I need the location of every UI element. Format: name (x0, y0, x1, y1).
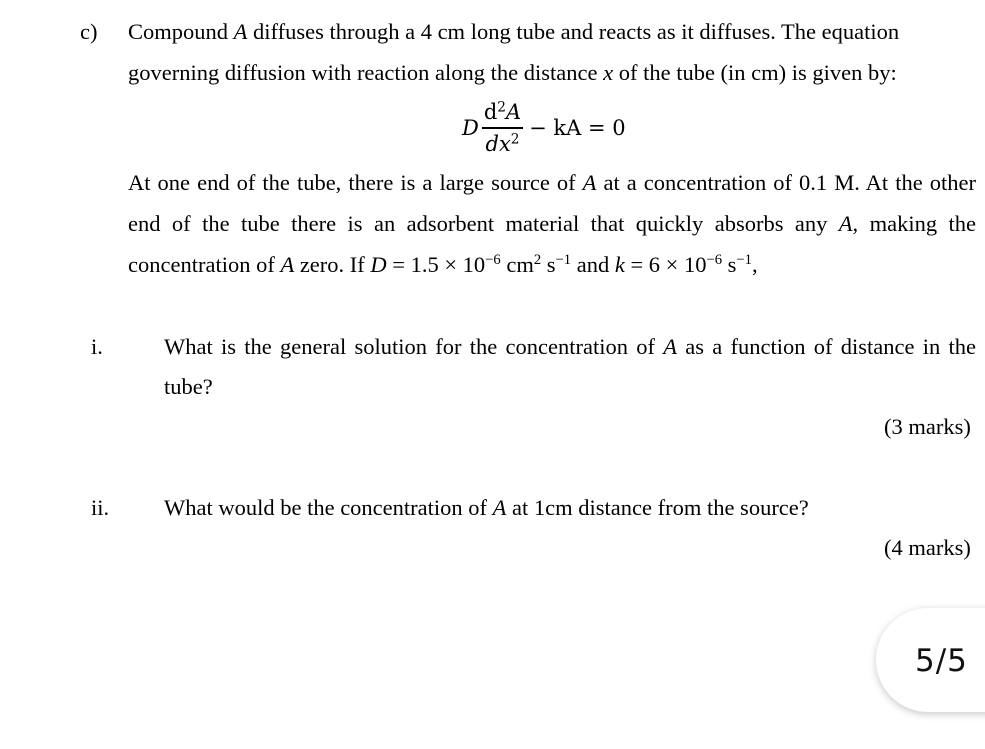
paragraph-line-3: At one end of the tube, there is a large source of A at a concentration of 0.1 M. At the other (128, 170, 976, 195)
page-indicator: 5/5 (915, 643, 968, 679)
equation-coefficient: D (462, 116, 479, 140)
question-i-text-cont: tube? (164, 374, 213, 399)
equation-numerator: $d^2A$ (483, 99, 522, 125)
paragraph-line-2: governing diffusion with reaction along the distance x of the tube (in cm) is given by: (128, 60, 897, 85)
question-ii-text: What would be the concentration of A at 1cm distance from the source? (164, 495, 809, 520)
paragraph-line-1: Compound A diffuses through a 4 cm long tube and reacts as it diffuses. The equation (128, 19, 900, 44)
question-i-text: What is the general solution for the concentration of A as a function of distance in the (164, 334, 976, 359)
equation-rest: − kA = 0 (529, 116, 626, 140)
equation-denominator: $dx^2$ (485, 131, 520, 156)
part-label: c) (80, 19, 98, 44)
paragraph-line-5: concentration of A zero. If $D = 1.5 \times 10^{-6}$ $cm^2$ $s^{-1}$ and $k = 6 \times 10^{-6}$ $s^{-1}$, (128, 251, 758, 277)
differential-equation (462, 96, 626, 160)
question-ii-label: ii. (91, 495, 110, 520)
question-i-label: i. (91, 334, 103, 359)
question-ii-marks: (4 marks) (884, 535, 971, 560)
equation-fraction (482, 100, 523, 156)
paragraph-line-4: end of the tube there is an adsorbent material that quickly absorbs any A, making the (128, 211, 976, 236)
question-i-marks: (3 marks) (884, 414, 971, 439)
